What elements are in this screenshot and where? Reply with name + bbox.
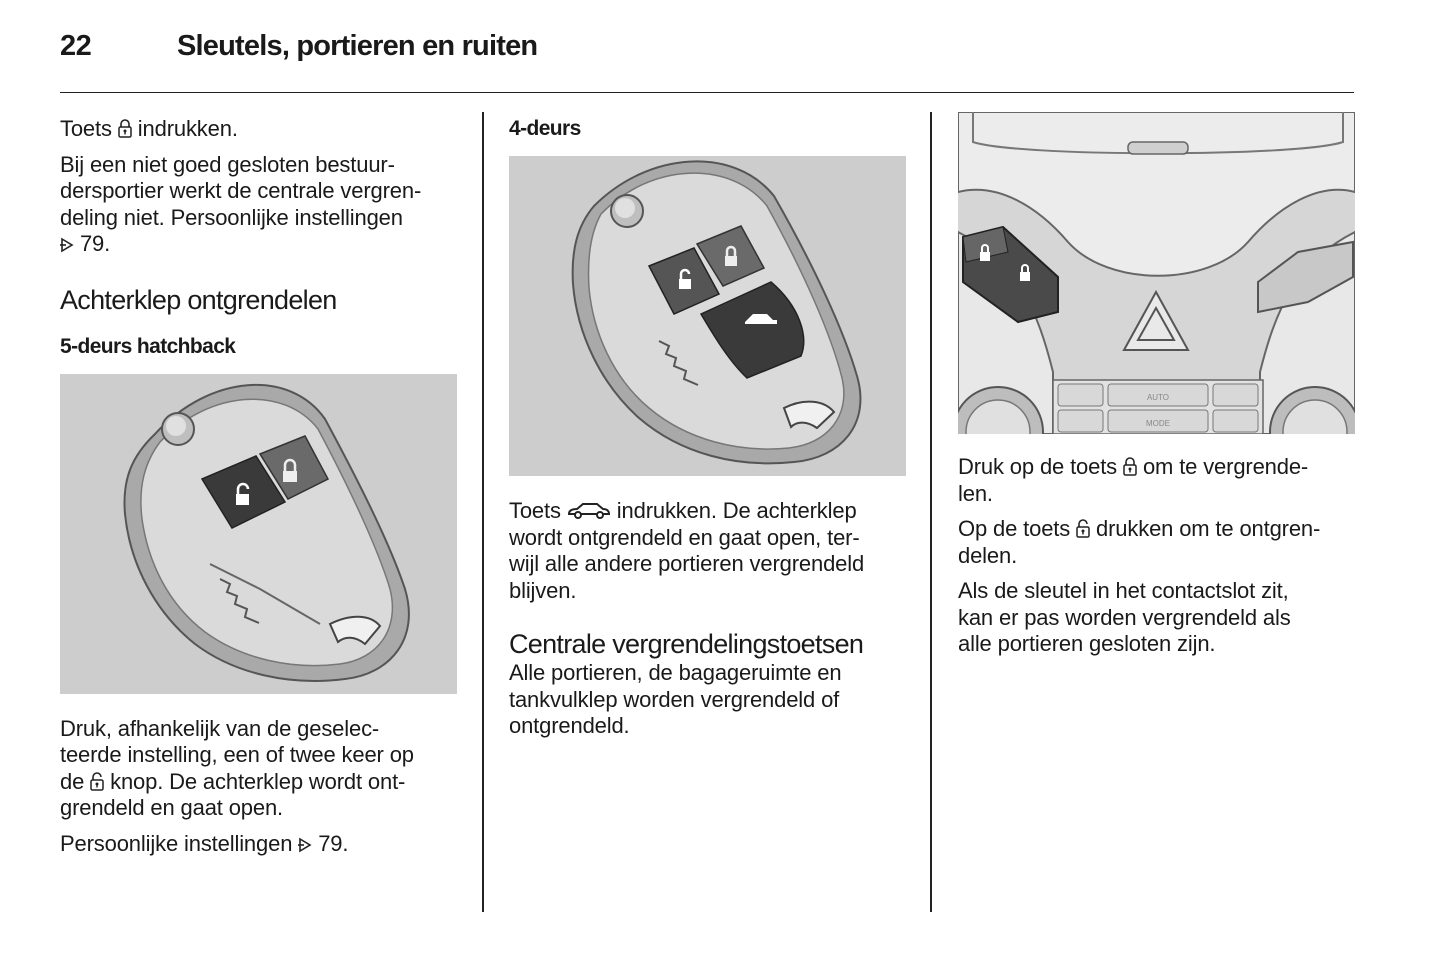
4-door-key-illustration [509,156,906,476]
center-console-illustration [958,112,1355,434]
paragraph-personal-settings: Persoonlijke instellingen 79. [60,830,349,856]
unlock-icon [90,771,104,791]
reference-arrow-icon [60,237,74,253]
hatchback-key-illustration [60,374,457,694]
column-divider-1 [482,112,484,912]
unlock-icon [1076,518,1090,538]
column-right [958,112,1358,667]
paragraph-lock-instruction: Druk op de toets om te vergrende- len. [958,454,1309,506]
paragraph-driver-door: Bij een niet goed gesloten bestuur- dersportier werkt de centrale vergren- deling niet. Persoonlijke instellingen 79. [60,151,422,256]
lock-icon [118,118,132,138]
chapter-title: Sleutels, portieren en ruiten [177,30,538,62]
paragraph-ignition-note: Als de sleutel in het contactslot zit, kan er pas worden vergrendeld als alle portieren gesloten zijn. [958,578,1291,656]
section-heading-tailgate: Achterklep ontgrendelen [60,284,337,315]
subheading-hatchback: 5-deurs hatchback [60,334,236,358]
column-middle [509,112,909,749]
panel-button-mode-label: MODE [1146,419,1170,428]
paragraph-tailgate-key: Toets indrukken. De achterklep wordt ontgrendeld en gaat open, ter- wijl alle andere portieren vergrendeld blijven. [509,498,865,603]
page-header [60,26,1354,93]
reference-arrow-icon [298,837,312,853]
paragraph-unlock-instruction: Op de toets drukken om te ontgren- delen. [958,516,1321,568]
page-number: 22 [60,30,92,62]
lock-icon [1123,456,1137,476]
car-trunk-icon [567,502,611,520]
paragraph-all-doors: Alle portieren, de bagageruimte en tankvulklep worden vergrendeld of ontgrendeld. [509,660,842,738]
column-divider-2 [930,112,932,912]
section-heading-central-locking: Centrale vergrendelingstoetsen [509,629,864,659]
subheading-4-door: 4-deurs [509,117,581,140]
panel-button-auto-label: AUTO [1146,393,1170,402]
column-left [60,112,460,866]
paragraph-press-button: Druk, afhankelijk van de geselec- teerde instelling, een of twee keer op de knop. De achterklep wordt ont- grendeld en gaat open. [60,715,414,820]
paragraph-lock-key: Toets indrukken. [60,116,238,141]
